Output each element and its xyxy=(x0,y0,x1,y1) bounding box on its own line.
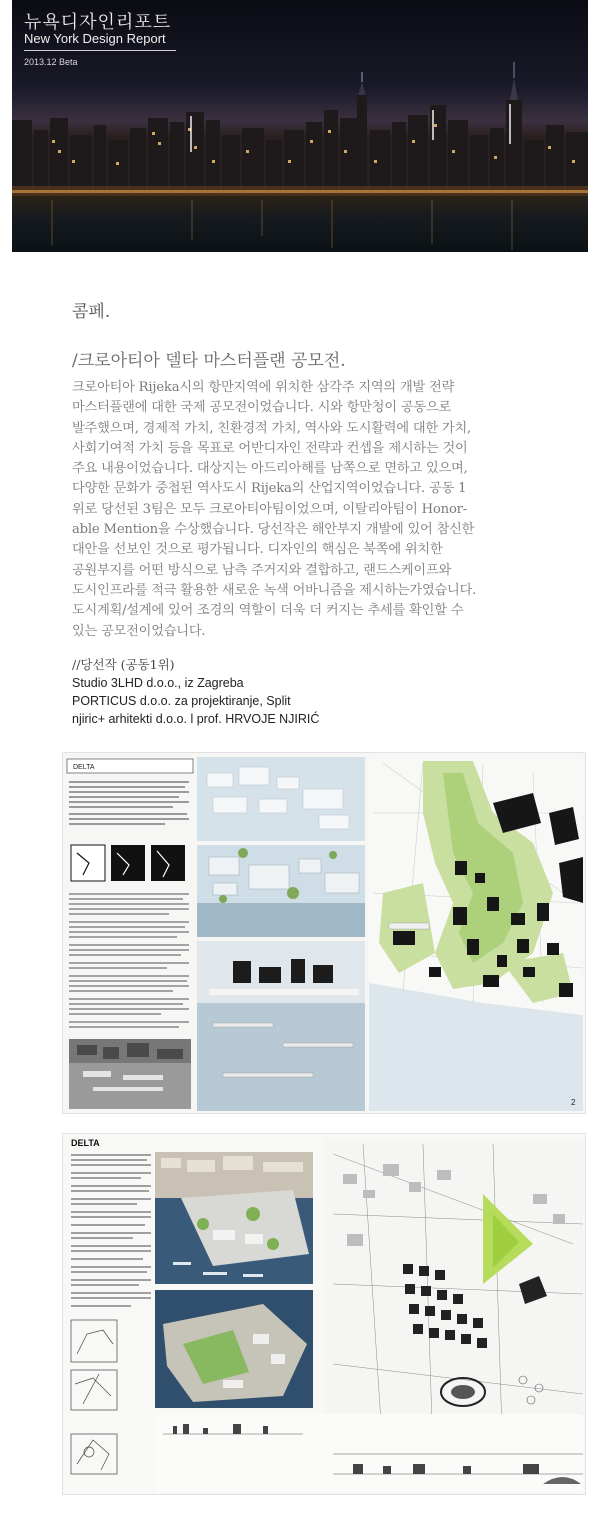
winner-team: PORTICUS d.o.o. za projektiranje, Split xyxy=(72,694,291,708)
board-2-image xyxy=(63,1134,586,1495)
brand-title-english: New York Design Report xyxy=(24,31,166,46)
brand-divider xyxy=(24,50,176,51)
competition-board-1 xyxy=(62,752,586,1114)
competition-board-2 xyxy=(62,1133,586,1495)
version-label: 2013.12 Beta xyxy=(24,57,78,67)
winners-heading: //당선작 (공동1위) xyxy=(72,657,175,672)
section-title: 콤페. xyxy=(72,302,111,322)
svg-text:2: 2 xyxy=(571,1098,576,1107)
board-2-title: DELTA xyxy=(71,1138,100,1148)
article-title: /크로아티아 델타 마스터플랜 공모전. xyxy=(72,351,346,371)
winner-team: njiric+ arhitekti d.o.o. l prof. HRVOJE NJIRIĆ xyxy=(72,712,320,726)
header-photo xyxy=(12,0,588,252)
board-1-title: DELTA xyxy=(73,764,95,771)
winners-list xyxy=(72,656,532,728)
brand-title-korean: 뉴욕디자인리포트 xyxy=(24,12,172,33)
board-1-image xyxy=(63,753,586,1114)
article-body: 크로아티아 Rijeka시의 항만지역에 위치한 삼각주 지역의 개발 전략 마스터플랜에 대한 국제 공모전이었습니다. 시와 항만청이 공동으로 발주했으며, 경제적 가치, 친환경적 가치, 역사와 도시활력에 대한 가치, 사회기여적 가치 등을 목표로 어반디자인 전략과 컨셉을 제시하는 것이 주요 내용이었습니다. 대상지는 아드리아해를 남쪽으로 면하고 있으며, 다양한 문화가 중첩된 역사도시 Rijeka의 산업지역이었습니다. 공동 1 위로 당선된 3팀은 모두 크로아티아팀이었으며, 이탈리아팀이 Honor- able Mention을 수상했습니다. 당선작은 해안부지 개발에 있어 참신한 대안을 선보인 것으로 평가됩니다. 디자인의 핵심은 북쪽에 위치한 공원부지를 어떤 방식으로 남측 주거지와 결합하고, 랜드스케이프와 도시인프라를 적극 활용한 새로운 녹색 어바니즘을 제시하는가였습니다. 도시계획/설계에 있어 조경의 역할이 더욱 더 커지는 추세를 확인할 수 있는 공모전이었습니다. xyxy=(72,380,477,639)
winner-team: Studio 3LHD d.o.o., iz Zagreba xyxy=(72,676,244,690)
